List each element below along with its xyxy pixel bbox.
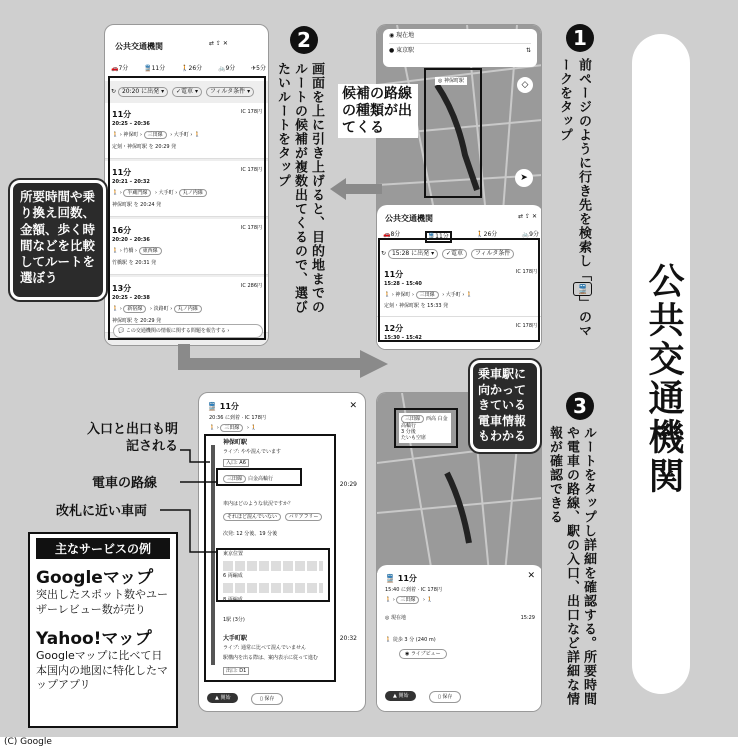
route-time: 15:28 – 15:40 xyxy=(384,281,422,287)
mode-transit[interactable]: 🚆11分 xyxy=(425,231,452,243)
station1-name: 神保町駅 xyxy=(223,439,248,446)
highlight-train-info xyxy=(394,408,458,448)
phone-title: 公共交通機関 xyxy=(115,42,163,51)
mode-transit[interactable]: 🚆11分 xyxy=(144,65,166,72)
sheet-title: 公共交通機関 xyxy=(385,214,433,223)
save-button[interactable]: ▯ 保存 xyxy=(429,691,461,703)
from-field[interactable]: ◉ 現在地 xyxy=(389,32,415,39)
sheet-duration: 🚆 11分 xyxy=(385,574,417,583)
question-label: 車内はどのような状況ですか？ xyxy=(223,501,294,507)
depart-time-1: 20:29 xyxy=(339,481,357,488)
next-train: 次発: 12 分後、19 分後 xyxy=(223,531,278,537)
compare-bubble: 所要時間や乗り換え回数、金額、歩く時間などを比較してルートを選ぼう xyxy=(10,180,106,300)
step1-text: 前ページのように行き先を検索し「🚆」のマークをタップ xyxy=(557,58,591,338)
route-steps: 🚶 › 神保町 › 三田線 › 大手町 › 🚶 xyxy=(384,292,473,298)
navigate-icon[interactable]: ➤ xyxy=(515,169,533,187)
search-card xyxy=(383,29,537,67)
mode-walk[interactable]: 🚶26分 xyxy=(476,231,498,238)
route-duration: 16分 xyxy=(112,226,132,235)
highlight-route-list xyxy=(108,76,266,340)
route-time: 15:30 – 15:42 xyxy=(384,335,422,341)
route-time: 20:25 – 20:36 xyxy=(112,121,150,127)
mode-walk[interactable]: 🚶26分 xyxy=(181,65,203,72)
mode-other[interactable]: ✈5分 xyxy=(251,65,266,72)
depart-time-button[interactable]: 15:28 に出発 ▾ xyxy=(388,249,438,259)
refresh-icon[interactable]: ↻ xyxy=(111,88,117,95)
detail-summary: 20:36 に到着 · IC 178円 xyxy=(209,415,266,421)
route-duration: 13分 xyxy=(112,284,132,293)
station2-name: 大手町駅 xyxy=(223,635,248,642)
barrier-free-button[interactable]: バリアフリー xyxy=(285,513,323,521)
layers-icon[interactable]: ◇ xyxy=(517,77,533,93)
walk-row: 🚶 徒歩 3 分 (240 m) xyxy=(385,637,436,643)
train-filter-button[interactable]: ✓電車 xyxy=(442,249,467,259)
mode-car[interactable]: 🚗7分 xyxy=(111,65,129,72)
google-name: Googleマップ xyxy=(36,568,154,588)
yahoo-name: Yahoo!マップ xyxy=(36,628,152,649)
sheet-summary: 15:40 に到着 · IC 178円 xyxy=(385,587,442,593)
route-fare: IC 286円 xyxy=(240,283,262,289)
highlight-map-route xyxy=(424,68,482,198)
route-depart: 定刻・神保町駅 を 15:33 発 xyxy=(384,303,449,309)
entrance-exit-callout: 入口と出口も明記される xyxy=(86,422,178,454)
services-header: 主なサービスの例 xyxy=(36,538,170,559)
train-info-bubble: 乗車駅に向かってきている電車情報もわかる xyxy=(470,360,540,452)
transit-mode-icon: 🚆 xyxy=(573,282,592,296)
mode-bike[interactable]: 🚲9分 xyxy=(218,65,236,72)
highlight-car xyxy=(216,548,330,602)
car-position-label: 東京位置 xyxy=(223,551,244,557)
step3-text: ルートをタップし詳細を確認する。所要時間や電車の路線、駅の入口、出口など詳細な情報が確認できる xyxy=(547,426,596,706)
page-title: 公共交通機関 xyxy=(643,262,684,496)
route-depart: 定刻・神保町駅 を 20:29 発 xyxy=(112,144,177,150)
station1-crowd: ライブ: やや混んでいます xyxy=(223,449,281,455)
highlight-route-list-2 xyxy=(378,238,540,342)
mode-bike[interactable]: 🚲9分 xyxy=(521,231,539,238)
route-depart: 神保町駅 を 20:29 発 xyxy=(112,318,162,324)
detail-duration: 🚆 11分 xyxy=(207,402,239,411)
guide-text: 駅構内を出る際は、案内表示に従って進む xyxy=(223,655,319,661)
answer-button[interactable]: それほど混んでいない xyxy=(223,513,281,521)
sheet-icons: ⇄ ⇪ ✕ xyxy=(518,213,537,220)
car-count-2: 8 両編成 xyxy=(223,597,243,603)
entrance-label: 入口: A6 xyxy=(223,459,249,467)
route-depart: 神保町駅 を 20:24 発 xyxy=(112,202,162,208)
google-desc: 突出したスポット数やユーザーレビュー数が売り xyxy=(36,588,168,616)
train-info-card: 三田線 西高 白金高輪行 3 分後 たいも空席 xyxy=(399,413,451,443)
bottom-sheet xyxy=(377,565,542,712)
filter-button[interactable]: フィルタ条件 xyxy=(471,249,514,259)
route-fare: IC 178円 xyxy=(240,167,262,173)
route-fare: IC 178円 xyxy=(515,269,537,275)
exit-label: 出口: D1 xyxy=(223,667,249,675)
route-types-label: 候補の路線の種類が出てくる xyxy=(338,84,418,138)
route-duration: 11分 xyxy=(384,270,404,279)
station-label: ◎ 神保町駅 xyxy=(435,77,467,85)
route-duration: 12分 xyxy=(384,324,404,333)
phone-header-icons: ⇄ ⇪ ✕ xyxy=(209,40,228,47)
depart-time-button[interactable]: 20:20 に出発 ▾ xyxy=(118,87,168,97)
route-fare: IC 178円 xyxy=(240,225,262,231)
route-steps: 🚶 › 竹橋 › 東西線 xyxy=(112,247,164,255)
step2-text: 画面を上に引き上げると、目的地までのルートの候補が複数出てくるので、選びたいルートをタップ xyxy=(275,62,324,314)
route-time: 20:20 – 20:36 xyxy=(112,237,150,243)
to-field[interactable]: ● 東京駅 xyxy=(389,43,531,55)
start-button[interactable]: ▲ 開始 xyxy=(207,693,238,703)
route-depart: 竹橋駅 を 20:31 発 xyxy=(112,260,157,266)
step1-number: 1 xyxy=(566,24,594,52)
route-steps: 🚶 › 半蔵門線 › 大手町 › 丸ノ内線 xyxy=(112,189,209,197)
close-icon[interactable]: ✕ xyxy=(349,401,357,411)
route-fare: IC 178円 xyxy=(240,109,262,115)
start-button[interactable]: ▲ 開始 xyxy=(385,691,416,701)
line-badge: 三田線 白金高輪行 xyxy=(223,475,273,483)
arrive-time-2: 20:32 xyxy=(339,635,357,642)
route-fare: IC 178円 xyxy=(515,323,537,329)
save-button[interactable]: ▯ 保存 xyxy=(251,693,283,705)
report-link[interactable]: 💬 この交通機関の情報に関する問題を報告する › xyxy=(113,324,263,338)
origin-row: ◎ 現在地 15:29 xyxy=(385,615,535,621)
step3-number: 3 xyxy=(566,392,594,420)
yahoo-desc: Googleマップに比べて日本国内の地図に特化したマップアプリ xyxy=(36,648,168,692)
close-icon[interactable]: ✕ xyxy=(527,571,535,581)
arrow-down xyxy=(178,344,388,384)
sheet-steps: 🚶 › 三田線 › 🚶 xyxy=(385,597,433,603)
route-duration: 11分 xyxy=(112,168,132,177)
route-time: 20:21 – 20:32 xyxy=(112,179,150,185)
train-filter-button[interactable]: ✓電車 ▾ xyxy=(172,87,202,97)
route-steps: 🚶 › 神保町 › 三田線 › 大手町 › 🚶 xyxy=(112,132,201,138)
route-steps: 🚶 › 新宿線 › 淡路町 › 丸ノ内線 xyxy=(112,305,204,313)
step2-number: 2 xyxy=(290,26,318,54)
credit-text: (C) Google xyxy=(4,737,52,747)
near-car-callout: 改札に近い車両 xyxy=(56,504,148,519)
route-duration: 11分 xyxy=(112,110,132,119)
mode-car[interactable]: 🚗8分 xyxy=(383,231,401,238)
train-line-callout: 電車の路線 xyxy=(92,476,158,491)
filter-button[interactable]: フィルタ条件 ▾ xyxy=(206,87,254,97)
arrow-left xyxy=(330,178,382,200)
station2-crowd: ライブ: 通常に比べて混んでいません xyxy=(223,645,306,651)
stops-count[interactable]: 1駅 (3分) xyxy=(223,617,245,623)
mode-row[interactable] xyxy=(111,65,266,73)
detail-steps: 🚶 › 三田線 › 🚶 xyxy=(209,425,257,431)
swap-icon[interactable]: ⇅ xyxy=(525,47,531,54)
services-box xyxy=(28,532,178,728)
liveview-button[interactable]: ◉ ライブビュー xyxy=(399,649,447,659)
highlight-line xyxy=(216,468,302,486)
route-time: 20:25 – 20:38 xyxy=(112,295,150,301)
car-count-1: 6 両編成 xyxy=(223,573,243,579)
refresh-icon[interactable]: ↻ xyxy=(381,250,387,257)
